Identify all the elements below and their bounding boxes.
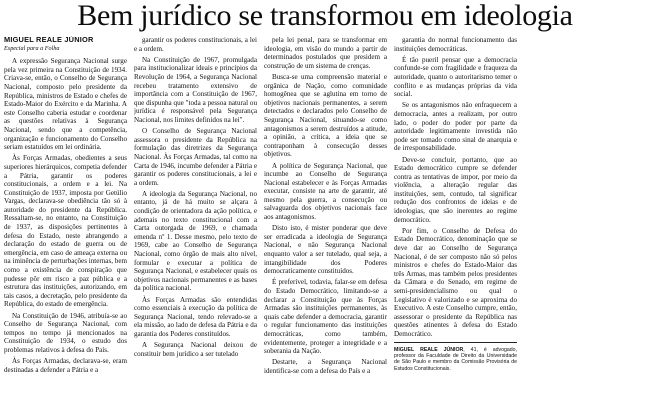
paragraph: Às Forças Armadas, obedientes a seus superiores hierárquicos, competia defender a Pátria, garantir os poderes constitucionais, a ordem e a lei. Na Constituição de 1937, imposta por Getúlio Vargas, declarava-se obediência tão só à autoridade do presidente da República. Ressaltam-se, no entanto, na Constituição de 1937, as disposições pertinentes à defesa do Estado, neste abrangendo a declaração do estado de guerra ou de emergência, em caso de ameaça externa ou na iminência de perturbações internas, bem como a existência de conspiração que pudesse pôr em risco a paz pública e a estrutura das instituições, autorizando, em tais casos, a decretação, pelo presidente da República, do estado de emergência. (4, 154, 127, 309)
paragraph: pela lei penal, para se transformar em ideologia, em visão do mundo a partir de determinados postulados que presidem a construção de um sistema de crenças. (264, 36, 387, 70)
paragraph: Deve-se concluir, portanto, que ao Estado democrático cumpre se defender contra as tentativas de impor, por meio da violência, a alteração regular das instituições, sem, contudo, tal significar redução dos confrontos de ideias e de ideologias, que são inerentes ao regime democrático. (394, 155, 517, 224)
column-2 (134, 36, 257, 400)
byline-role: Especial para a Folha (4, 44, 60, 52)
article-body (4, 36, 648, 400)
headline: Bem jurídico se transformou em ideologia (77, 0, 573, 32)
paragraph: A política de Segurança Nacional, que incumbe ao Conselho de Segurança Nacional estabelecer e às Forças Armadas executar, consiste na arte de garantir, até mesmo pela guerra, a consecução ou salvaguarda dos objetivos nacionais face aos antagonismos. (264, 161, 387, 222)
paragraph: A ideologia da Segurança Nacional, no entanto, já de há muito se alçara à condição de orientadora da ação política, e ademais no texto constitucional com a Carta outorgada de 1969, e chamada emenda nº 1. Desse mesmo, pelo texto de 1969, cabe ao Conselho de Segurança Nacional, como órgão de mais alto nível, formular e executar a política de Segurança Nacional, e estabelecer quais os objetivos nacionais permanentes e as bases da política nacional. (134, 189, 257, 293)
paragraph: Por fim, o Conselho de Defesa do Estado Democrático, denominação que se deve dar ao Conselho de Segurança Nacional, é de ser composto não só pelos ministros e chefes do Estado-Maior das três Armas, mas também pelos presidentes da Câmara e do Senado, em regime de semi-presidencialismo ou qual o Legislativo é valorizado e se aproxima do Executivo. A este Conselho cumpre, então, assessorar o presidente da República nas questões atinentes à defesa do Estado Democrático. (394, 226, 517, 338)
divider (394, 342, 517, 343)
column-1 (4, 36, 127, 400)
paragraph: Disto isto, é mister ponderar que deve ser erradicada a ideologia de Segurança Nacional, e não Segurança Nacional enquanto valor a ser tutelado, qual seja, a intangibilidade dos Poderes democraticamente constituídos. (264, 224, 387, 276)
author-note-text: , 41, é advogado, professor da Faculdade de Direito da Universidade de São Paulo e membro da Comissão Provisória de Estudos Constitucionais. (394, 346, 517, 372)
paragraph: Na Constituição de 1967, promulgada para institucionalizar ideais e princípios da Revolução de 1964, a Segurança Nacional recebeu tratamento extensivo de importância com a Constituição de 1967, que dispunha que "toda a pessoa natural ou jurídica é responsável pela Segurança Nacional, nos limites definidos na lei". (134, 55, 257, 124)
paragraph: Se os antagonismos não enfraquecem a democracia, antes a realizam, por outro lado, o poder do poder por parte da autoridade legitimamente investida não pode ser tomado como sinal de anarquia e de irresponsabilidade. (394, 101, 517, 153)
paragraph: Destarte, a Segurança Nacional identifica-se com a defesa do País e a (264, 358, 387, 375)
paragraph: A expressão Segurança Nacional surge pela vez primeira na Constituição de 1934. Criava-se, então, o Conselho de Segurança Nacional, composto pelo presidente da República, ministros de Estado e chefes de Estado-Maior do Exército e da Marinha. A este Conselho caberia estudar e coordenar as questões relativas à Segurança Nacional, sendo que a competência, organização e funcionamento do Conselho seriam estatuídos em lei ordinária. (4, 57, 127, 152)
paragraph: Na Constituição de 1946, atribuía-se ao Conselho de Segurança Nacional, com tempos no tempo já mencionados na Constituição de 1934, o estudo dos problemas relativos à defesa do País. (4, 311, 127, 354)
paragraph: Às Forças Armadas, declarava-se, eram destinadas a defender a Pátria e a (4, 357, 127, 374)
column-4 (394, 36, 517, 400)
paragraph: A Segurança Nacional deixou de constituir bem jurídico a ser tutelado (134, 341, 257, 358)
author-note (394, 347, 517, 373)
column-3 (264, 36, 387, 400)
paragraph: É preferível, todavia, falar-se em defesa do Estado Democrático, limitando-se a declarar a Constituição que às Forças Armadas são instituições permanentes, às quais cabe defender a democracia, garantir o regular funcionamento das instituições democráticas, como também, evidentemente, proteger a integridade e a soberania da Nação. (264, 278, 387, 356)
author-note-name: MIGUEL REALE JÚNIOR (394, 346, 464, 353)
paragraph: Busca-se uma compreensão material e orgânica de Nação, como comunidade homogênea que se aglutina em torno de objetivos nacionais permanentes, a serem detectados e declarados pelo Conselho de Segurança Nacional, situando-se como antagonismos a serem destruídos a atitude, a opinião, a crítica, a ideia que se contraponham à consecução desses objetivos. (264, 72, 387, 159)
paragraph: É tão pueril pensar que a democracia confunde-se com fragilidade e fraqueza da autoridade, quanto o autoritarismo temer o conflito e as mudanças próprias da vida social. (394, 55, 517, 99)
paragraph: O Conselho de Segurança Nacional assessora o presidente da República na formulação das diretrizes da Segurança Nacional. Às Forças Armadas, tal como na Carta de 1946, incumbe defender a Pátria e garantir os poderes constitucionais, a lei e a ordem. (134, 127, 257, 187)
byline-name: MIGUEL REALE JÚNIOR (4, 36, 94, 44)
paragraph: garantia do normal funcionamento das instituições democráticas. (394, 36, 517, 53)
paragraph: Às Forças Armadas são entendidas como essenciais à execução da política de Segurança Nacional, tendo relevado-se a ela missão, ao lado de defesa da Pátria e da garantia dos Poderes constituídos. (134, 295, 257, 338)
paragraph: garantir os poderes constitucionais, a lei e a ordem. (134, 36, 257, 53)
